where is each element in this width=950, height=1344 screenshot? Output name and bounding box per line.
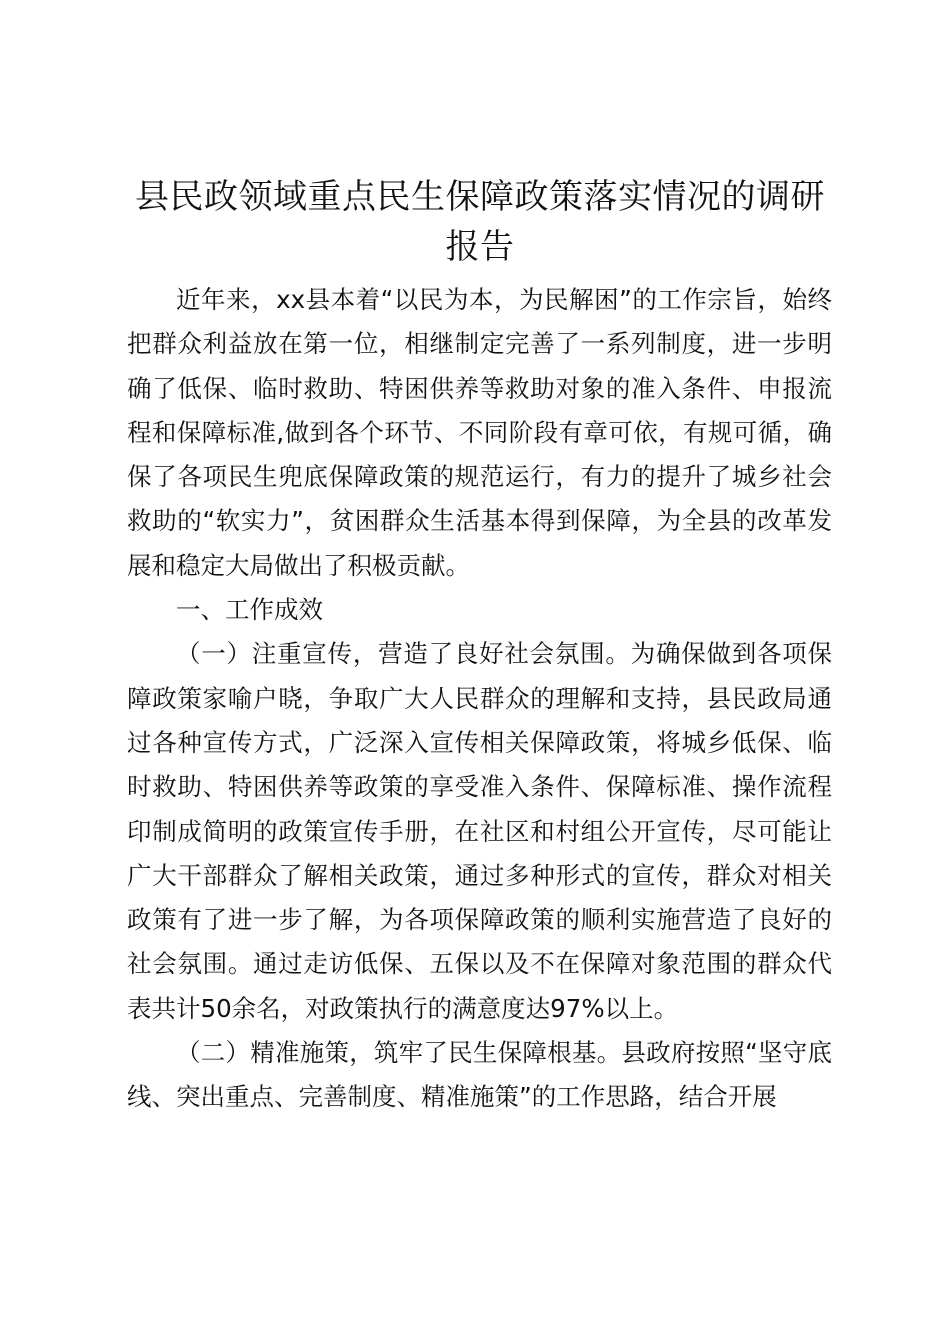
paragraph-1: （一）注重宣传，营造了良好社会氛围。为确保做到各项保障政策家喻户晓，争取广大人民群众的理解和支持，县民政局通过各种宣传方式，广泛深入宣传相关保障政策，将城乡低保、临时救助、特困供养等政策的享受准入条件、保障标准、操作流程印制成简明的政策宣传手册，在社区和村组公开宣传，尽可能让广大干部群众了解相关政策，通过多种形式的宣传，群众对相关政策有了进一步了解，为各项保障政策的顺利实施营造了良好的社会氛围。通过走访低保、五保以及不在保障对象范围的群众代表共计50余名，对政策执行的满意度达97%以上。	[127, 639, 832, 1023]
document-title: 县民政领域重点民生保障政策落实情况的调研报告	[135, 177, 825, 267]
paragraph-2: （二）精准施策，筑牢了民生保障根基。县政府按照“坚守底线、突出重点、完善制度、精准施策”的工作思路，结合开展	[127, 1038, 832, 1112]
section-heading: 一、工作成效	[176, 595, 323, 625]
document-body	[127, 278, 832, 1120]
intro-paragraph: 近年来，xx县本着“以民为本，为民解困”的工作宗旨，始终把群众利益放在第一位，相继制定完善了一系列制度，进一步明确了低保、临时救助、特困供养等救助对象的准入条件、申报流程和保障标准,做到各个环节、不同阶段有章可依，有规可循，确保了各项民生兜底保障政策的规范运行，有力的提升了城乡社会救助的“软实力”，贫困群众生活基本得到保障，为全县的改革发展和稳定大局做出了积极贡献。	[127, 285, 832, 580]
